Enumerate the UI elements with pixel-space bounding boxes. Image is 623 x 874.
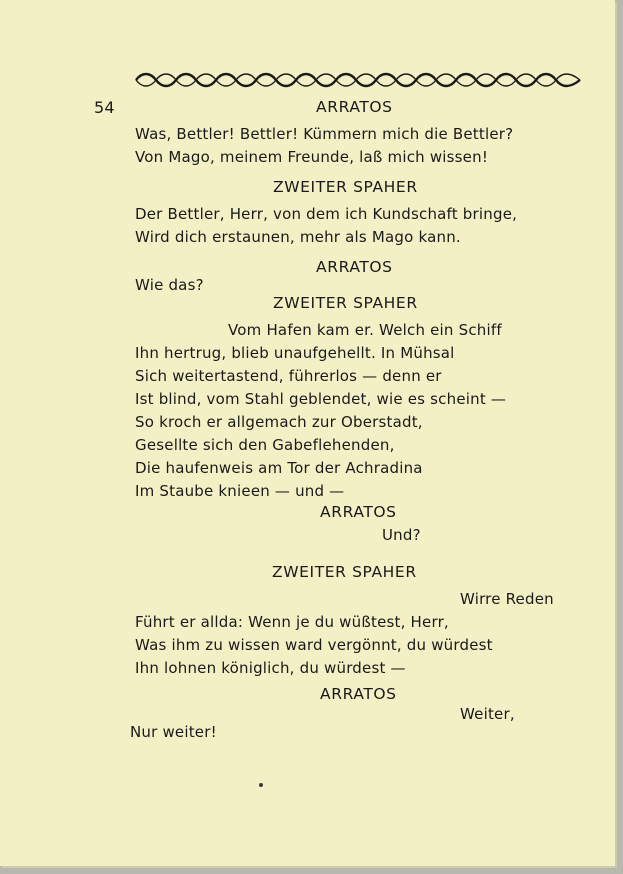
page-number: 54 bbox=[94, 98, 115, 117]
verse-line: Was ihm zu wissen ward vergönnt, du würdest bbox=[135, 636, 493, 654]
verse-line: Nur weiter! bbox=[130, 723, 217, 741]
speaker-arratos: ARRATOS bbox=[320, 503, 397, 521]
verse-line: Wirre Reden bbox=[460, 590, 554, 608]
verse-line: Weiter, bbox=[460, 705, 515, 723]
verse-line: Der Bettler, Herr, von dem ich Kundschaft bringe, bbox=[135, 205, 518, 223]
speaker-arratos: ARRATOS bbox=[316, 258, 393, 276]
verse-line: Und? bbox=[382, 526, 421, 544]
verse-line: Wird dich erstaunen, mehr als Mago kann. bbox=[135, 228, 461, 246]
speaker-zweiter-spaher: ZWEITER SPAHER bbox=[273, 178, 418, 196]
speaker-arratos: ARRATOS bbox=[316, 98, 393, 116]
speaker-arratos: ARRATOS bbox=[320, 685, 397, 703]
verse-line: Ihn hertrug, blieb unaufgehellt. In Mühsal bbox=[135, 344, 455, 362]
verse-line: Vom Hafen kam er. Welch ein Schiff bbox=[228, 321, 502, 339]
verse-line: Ist blind, vom Stahl geblendet, wie es scheint — bbox=[135, 390, 507, 408]
ornament-border bbox=[132, 72, 584, 88]
verse-line: Führt er allda: Wenn je du wüßtest, Herr, bbox=[135, 613, 449, 631]
verse-line: Wie das? bbox=[135, 276, 204, 294]
ink-speck bbox=[259, 783, 263, 787]
verse-line: Gesellte sich den Gabeflehenden, bbox=[135, 436, 395, 454]
verse-line: Von Mago, meinem Freunde, laß mich wissen! bbox=[135, 148, 489, 166]
verse-line: Die haufenweis am Tor der Achradina bbox=[135, 459, 423, 477]
speaker-zweiter-spaher: ZWEITER SPAHER bbox=[273, 294, 418, 312]
speaker-zweiter-spaher: ZWEITER SPAHER bbox=[272, 563, 417, 581]
verse-line: So kroch er allgemach zur Oberstadt, bbox=[135, 413, 423, 431]
verse-line: Im Staube knieen — und — bbox=[135, 482, 345, 500]
verse-line: Ihn lohnen königlich, du würdest — bbox=[135, 659, 406, 677]
verse-line: Sich weitertastend, führerlos — denn er bbox=[135, 367, 442, 385]
verse-line: Was, Bettler! Bettler! Kümmern mich die Bettler? bbox=[135, 125, 514, 143]
